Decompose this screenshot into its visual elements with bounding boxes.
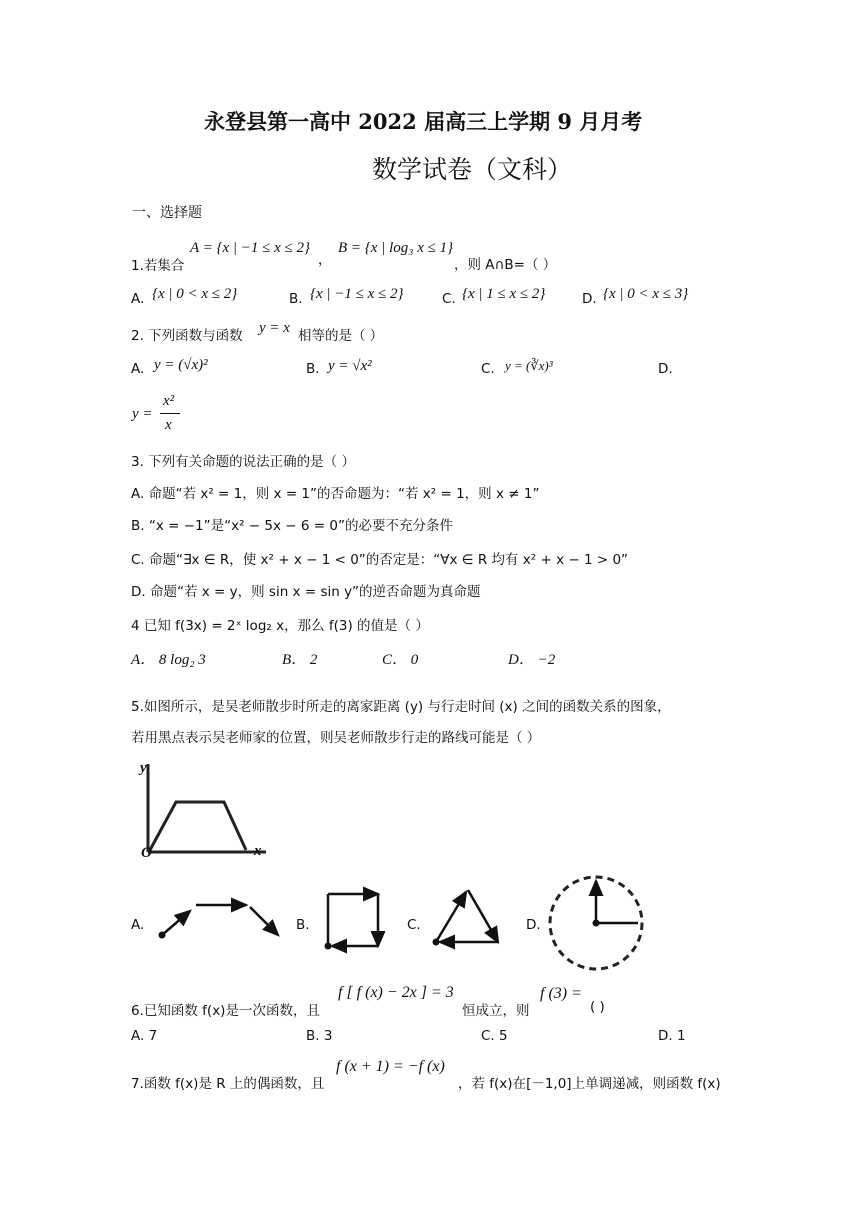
q1-set-a: A = {x | −1 ≤ x ≤ 2} xyxy=(190,240,311,256)
q3-option-d: D. 命题“若 x = y，则 sin x = sin y”的逆否命题为真命题 xyxy=(131,584,481,600)
page-subtitle: 数学试卷（文科） xyxy=(372,155,573,184)
q4-option-c: C． 0 xyxy=(382,652,419,668)
q2-stem: 2. 下列函数与函数 xyxy=(131,328,243,344)
q5-line-2: 若用黑点表示吴老师家的位置，则吴老师散步行走的路线可能是（ ） xyxy=(131,730,541,746)
q4-stem: 4 已知 f(3x) = 2ˣ log₂ x，那么 f(3) 的值是（ ） xyxy=(131,618,429,634)
q5-line-1: 5.如图所示，是吴老师散步时所走的离家距离 (y) 与行走时间 (x) 之间的函数关系的图象， xyxy=(131,699,671,715)
q5-option-b-label: B. xyxy=(296,917,310,933)
q2-option-c-label: C. xyxy=(481,361,495,377)
q6-target: f (3) = xyxy=(540,985,582,1002)
q2-option-b: y = √x² xyxy=(328,358,372,374)
graph-y-label: y xyxy=(140,760,147,776)
q1-option-a: {x | 0 < x ≤ 2} xyxy=(152,286,238,302)
q5-option-d-figure xyxy=(546,873,646,973)
q1-option-b: {x | −1 ≤ x ≤ 2} xyxy=(310,286,404,302)
q6-option-a: A. 7 xyxy=(131,1028,158,1044)
q6-option-d: D. 1 xyxy=(658,1028,686,1044)
q1-option-c-label: C. xyxy=(442,291,456,307)
q6-condition: f [ f (x) − 2x ] = 3 xyxy=(338,984,454,1001)
page-title: 永登县第一高中 2022 届高三上学期 9 月月考 xyxy=(204,109,643,134)
q2-option-d-numerator: x² xyxy=(163,393,175,409)
q2-option-d-label: D. xyxy=(658,361,673,377)
q1-set-b: B = {x | log₃ x ≤ 1} xyxy=(338,240,454,256)
q4-option-b: B． 2 xyxy=(282,652,318,668)
q5-option-a-label: A. xyxy=(131,917,145,933)
q6-blank: ( ) xyxy=(590,999,605,1015)
q3-option-b: B. “x = −1”是“x² − 5x − 6 = 0”的必要不充分条件 xyxy=(131,518,453,534)
q2-option-a: y = (√x)² xyxy=(154,357,208,373)
q1-option-d-label: D. xyxy=(582,291,597,307)
q2-option-b-label: B. xyxy=(306,361,320,377)
q2-option-d-denominator: x xyxy=(165,417,172,433)
q6-option-b: B. 3 xyxy=(306,1028,333,1044)
q2-option-c: y = (∛x)³ xyxy=(505,358,553,373)
q5-option-d-label: D. xyxy=(526,917,541,933)
q2-option-d-lhs: y = xyxy=(132,406,153,422)
q5-option-a-figure xyxy=(150,895,285,945)
q1-tail: ，则 A∩B=（ ） xyxy=(454,257,557,273)
q6-option-c: C. 5 xyxy=(481,1028,508,1044)
q5-option-c-label: C. xyxy=(407,917,421,933)
q3-option-c: C. 命题“∃x ∈ R，使 x² + x − 1 < 0”的否定是：“∀x ∈ R 均有 x² + x − 1 > 0” xyxy=(131,552,629,568)
q7-condition: f (x + 1) = −f (x) xyxy=(336,1058,445,1075)
graph-curve xyxy=(150,802,246,850)
q4-option-a: A． 8 log₂ 3 xyxy=(131,652,206,668)
q7-stem-tail: ，若 f(x)在[－1,0]上单调递减，则函数 f(x) xyxy=(458,1076,721,1092)
graph-origin-label: O xyxy=(141,845,152,861)
q1-option-d: {x | 0 < x ≤ 3} xyxy=(603,286,689,302)
home-dot xyxy=(159,932,166,939)
q5-option-b-figure xyxy=(318,886,388,956)
q6-stem: 6.已知函数 f(x)是一次函数，且 xyxy=(131,1003,320,1019)
home-dot xyxy=(593,920,600,927)
q3-option-a: A. 命题“若 x² = 1，则 x = 1”的否命题为：“若 x² = 1，则 x ≠ 1” xyxy=(131,486,540,502)
q7-stem: 7.函数 f(x)是 R 上的偶函数，且 xyxy=(131,1076,325,1092)
q1-option-a-label: A. xyxy=(131,291,145,307)
q2-fraction-bar xyxy=(160,413,180,414)
distance-time-graph xyxy=(132,756,272,866)
home-dot xyxy=(433,939,440,946)
q3-stem: 3. 下列有关命题的说法正确的是（ ） xyxy=(131,454,355,470)
home-dot xyxy=(325,943,332,950)
q4-option-d: D． −2 xyxy=(508,652,556,668)
section-heading: 一、选择题 xyxy=(132,205,202,221)
q1-option-c: {x | 1 ≤ x ≤ 2} xyxy=(462,286,546,302)
q5-option-c-figure xyxy=(428,882,508,952)
q2-stem-math: y = x xyxy=(259,320,290,336)
q2-stem-tail: 相等的是（ ） xyxy=(298,328,384,344)
q1-number: 1.若集合 xyxy=(131,258,185,274)
q1-comma: ， xyxy=(318,252,332,268)
q1-option-b-label: B. xyxy=(289,291,303,307)
q2-option-a-label: A. xyxy=(131,361,145,377)
graph-x-label: x xyxy=(254,843,262,859)
q6-stem-mid: 恒成立，则 xyxy=(462,1003,530,1019)
